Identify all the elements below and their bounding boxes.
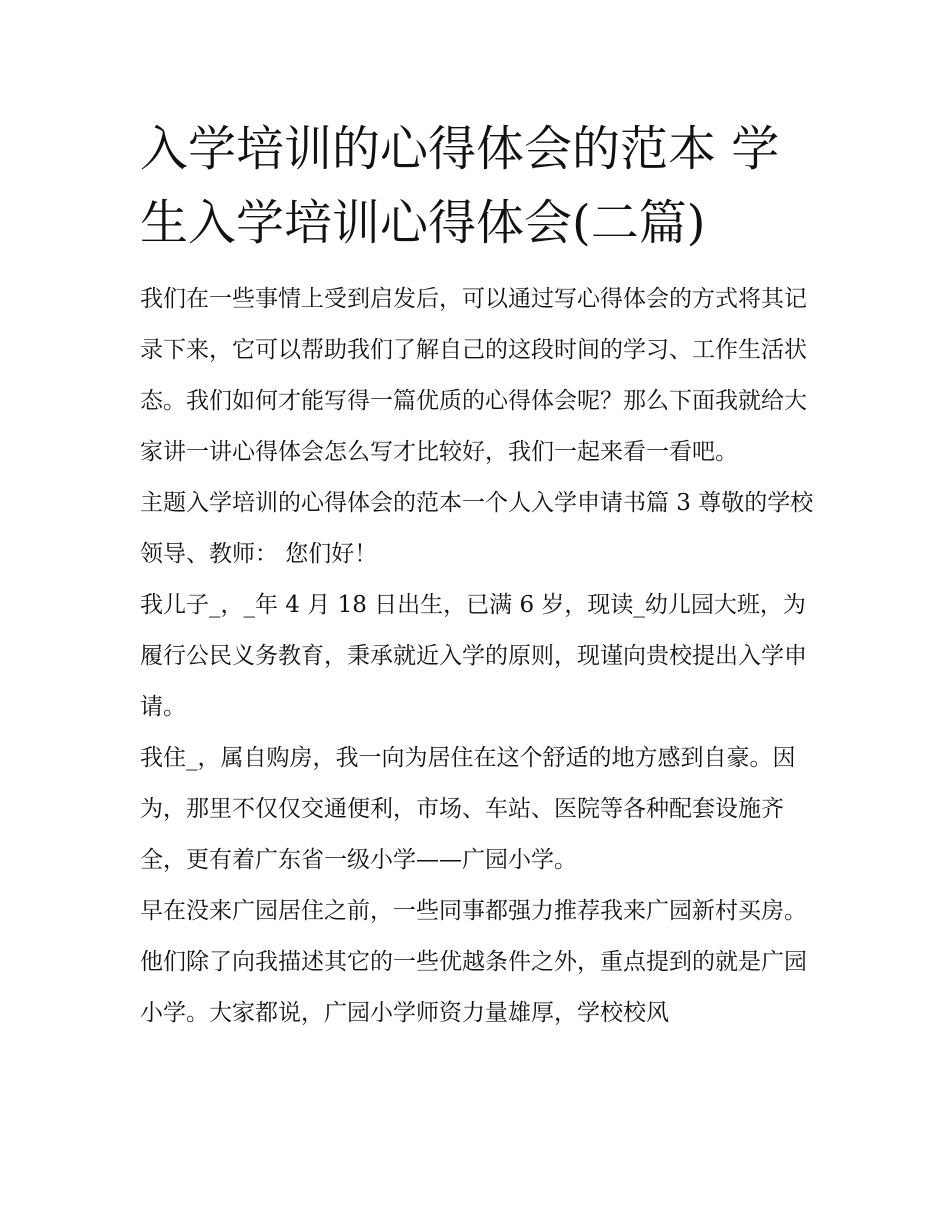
paragraph-intro: 我们在一些事情上受到启发后，可以通过写心得体会的方式将其记录下来，它可以帮助我们了解自己的这段时间的学习、工作生活状态。我们如何才能写得一篇优质的心得体会呢？那么下面我就给大家讲一讲心得体会怎么写才比较好，我们一起来看一看吧。 — [140, 286, 807, 465]
paragraph-residence: 我住_，属自购房，我一向为居住在这个舒适的地方感到自豪。因为，那里不仅仅交通便利，市场、车站、医院等各种配套设施齐全，更有着广东省一级小学——广园小学。 — [140, 745, 796, 873]
document-body — [140, 274, 820, 1039]
paragraph-school: 早在没来广园居住之前，一些同事都强力推荐我来广园新村买房。他们除了向我描述其它的一些优越条件之外，重点提到的就是广园小学。大家都说，广园小学师资力量雄厚，学校校风 — [140, 898, 807, 1026]
paragraph-son: 我儿子_，_年 4 月 18 日出生，已满 6 岁，现读_幼儿园大班，为履行公民义务教育，秉承就近入学的原则，现谨向贵校提出入学申请。 — [140, 592, 807, 720]
document-title: 入学培训的心得体会的范本 学生入学培训心得体会(二篇) — [140, 121, 780, 251]
paragraph-topic: 主题入学培训的心得体会的范本一个人入学申请书篇 3 尊敬的学校领导、教师： 您们好！ — [140, 490, 814, 567]
